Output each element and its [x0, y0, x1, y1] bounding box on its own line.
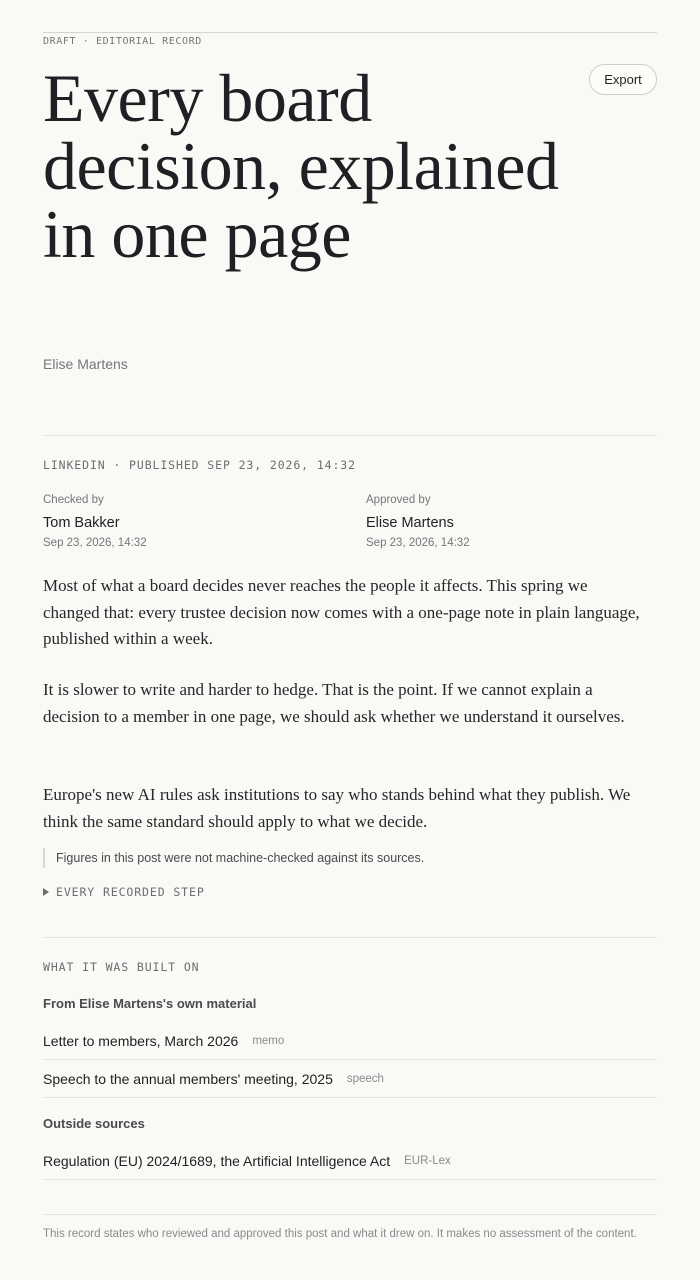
checked-by-label: Checked by — [43, 494, 104, 506]
source-row — [43, 1142, 657, 1180]
record-disclaimer: This record states who reviewed and approved this post and what it drew on. It makes no assessment of the content. — [43, 1228, 637, 1240]
approved-by-date: Sep 23, 2026, 14:32 — [366, 537, 470, 549]
source-tag: speech — [346, 1072, 384, 1085]
checked-by-date: Sep 23, 2026, 14:32 — [43, 537, 147, 549]
source-row — [43, 1022, 657, 1060]
source-title: Speech to the annual members' meeting, 2025 — [43, 1070, 333, 1087]
export-button[interactable]: Export — [589, 64, 657, 95]
source-row — [43, 1060, 657, 1098]
source-title: Letter to members, March 2026 — [43, 1032, 239, 1049]
checked-by-block — [43, 494, 147, 549]
top-divider — [43, 32, 657, 33]
checked-by-name: Tom Bakker — [43, 515, 120, 531]
source-tag: memo — [252, 1034, 285, 1047]
section-divider — [43, 937, 657, 938]
record-eyebrow: DRAFT · EDITORIAL RECORD — [43, 36, 202, 47]
recorded-steps-label: EVERY RECORDED STEP — [56, 885, 205, 899]
body-paragraph: Most of what a board decides never reaches the people it affects. This spring we changed that: every trustee decision now comes with a one-page note in plain language, published within a week. — [43, 576, 640, 648]
own-material-heading: From Elise Martens's own material — [43, 996, 257, 1011]
post-title: Every board decision, explained in one page — [43, 60, 559, 272]
body-paragraph: It is slower to write and harder to hedge. That is the point. If we cannot explain a decision to a member in one page, we should ask whether we understand it ourselves. — [43, 680, 625, 726]
verification-note: Figures in this post were not machine-checked against its sources. — [43, 848, 424, 868]
source-tag: EUR-Lex — [404, 1154, 451, 1167]
approved-by-block — [366, 494, 470, 549]
outside-sources-heading: Outside sources — [43, 1116, 145, 1131]
recorded-steps-toggle[interactable] — [43, 885, 205, 899]
approved-by-label: Approved by — [366, 494, 431, 506]
approved-by-name: Elise Martens — [366, 515, 454, 531]
post-author: Elise Martens — [43, 356, 128, 372]
publish-meta: LINKEDIN · PUBLISHED SEP 23, 2026, 14:32 — [43, 458, 356, 472]
section-divider — [43, 435, 657, 436]
body-paragraph: Europe's new AI rules ask institutions to say who stands behind what they publish. We think the same standard should apply to what we decide. — [43, 785, 631, 831]
footer-divider — [43, 1214, 657, 1215]
source-title: Regulation (EU) 2024/1689, the Artificial Intelligence Act — [43, 1152, 391, 1169]
sources-section-title: WHAT IT WAS BUILT ON — [43, 960, 200, 974]
caret-right-icon — [43, 888, 49, 896]
